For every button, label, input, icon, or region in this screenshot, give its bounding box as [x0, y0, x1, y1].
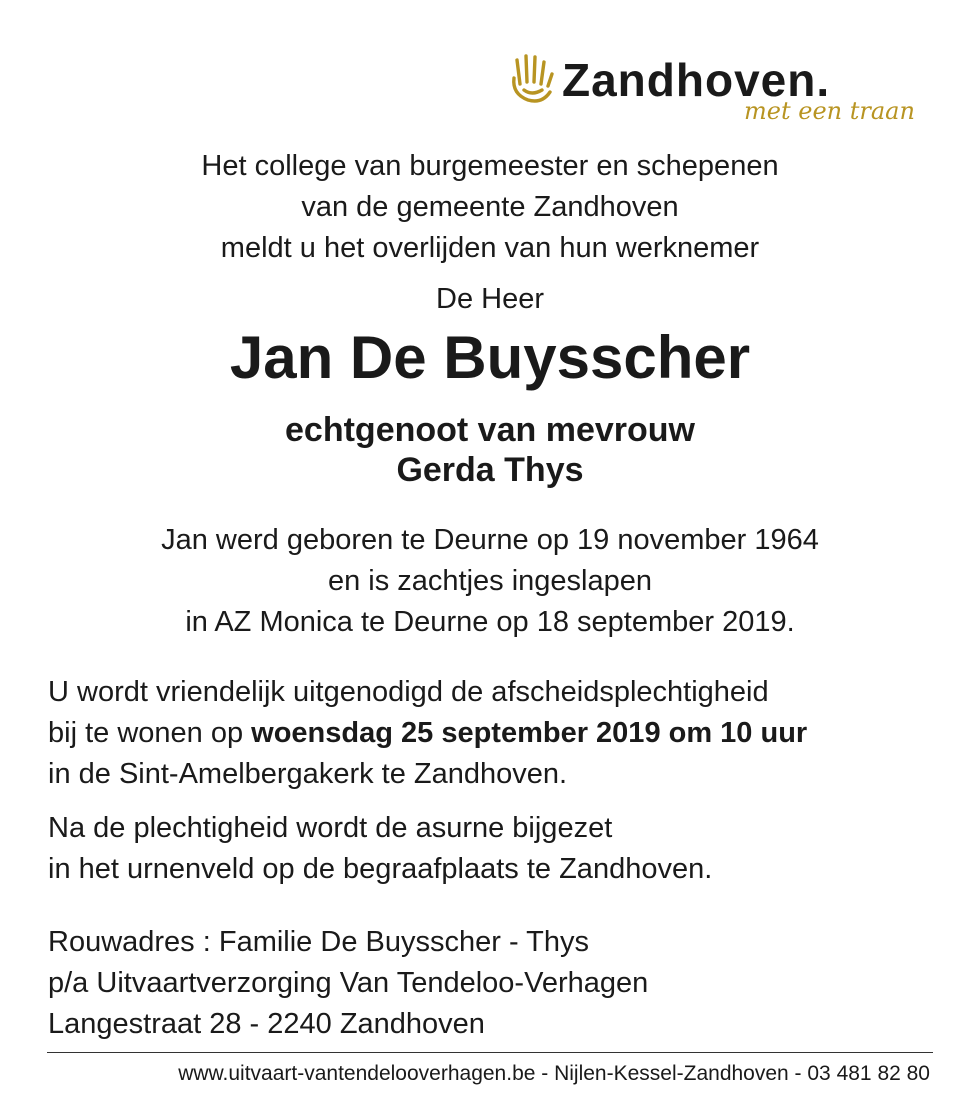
burial-line: Na de plechtigheid wordt de asurne bijgezet — [48, 812, 613, 844]
birth-line: Jan werd geboren te Deurne op 19 november 1964 — [161, 524, 819, 556]
address-line: Rouwadres : Familie De Buysscher - Thys — [48, 926, 589, 958]
intro-text — [0, 146, 980, 269]
logo-wordmark: Zandhoven. — [562, 54, 831, 106]
footer-divider — [47, 1052, 933, 1053]
footer-contact: www.uitvaart-vantendelooverhagen.be - Nijlen-Kessel-Zandhoven - 03 481 82 80 — [178, 1062, 930, 1085]
address-line: Langestraat 28 - 2240 Zandhoven — [48, 1008, 485, 1040]
logo-tagline: met een traan — [744, 97, 915, 125]
ceremony-date-prefix: bij te wonen op — [48, 717, 252, 749]
spouse-line: echtgenoot van mevrouw — [285, 411, 695, 449]
spouse-block — [0, 410, 980, 490]
municipality-logo — [508, 42, 928, 132]
hand-icon — [508, 54, 556, 106]
intro-line: Het college van burgemeester en schepenen — [201, 150, 779, 182]
spouse-name: Gerda Thys — [396, 451, 584, 489]
birth-line: in AZ Monica te Deurne op 18 september 2019. — [185, 606, 795, 638]
birth-death-text — [0, 520, 980, 643]
burial-text — [48, 808, 712, 890]
deceased-title: De Heer — [436, 283, 544, 315]
ceremony-date-line — [48, 713, 807, 754]
mourning-address — [48, 922, 648, 1045]
intro-line: meldt u het overlijden van hun werknemer — [220, 232, 760, 264]
address-line: p/a Uitvaartverzorging Van Tendeloo-Verhagen — [48, 967, 649, 999]
ceremony-invitation — [48, 672, 807, 795]
deceased-name: Jan De Buysscher — [229, 324, 751, 391]
birth-line: en is zachtjes ingeslapen — [327, 565, 653, 597]
ceremony-line: in de Sint-Amelbergakerk te Zandhoven. — [48, 758, 568, 790]
intro-line: van de gemeente Zandhoven — [301, 191, 679, 223]
ceremony-date: woensdag 25 september 2019 om 10 uur — [251, 717, 808, 749]
burial-line: in het urnenveld op de begraafplaats te Zandhoven. — [48, 853, 713, 885]
ceremony-line: U wordt vriendelijk uitgenodigd de afscheidsplechtigheid — [48, 676, 769, 708]
